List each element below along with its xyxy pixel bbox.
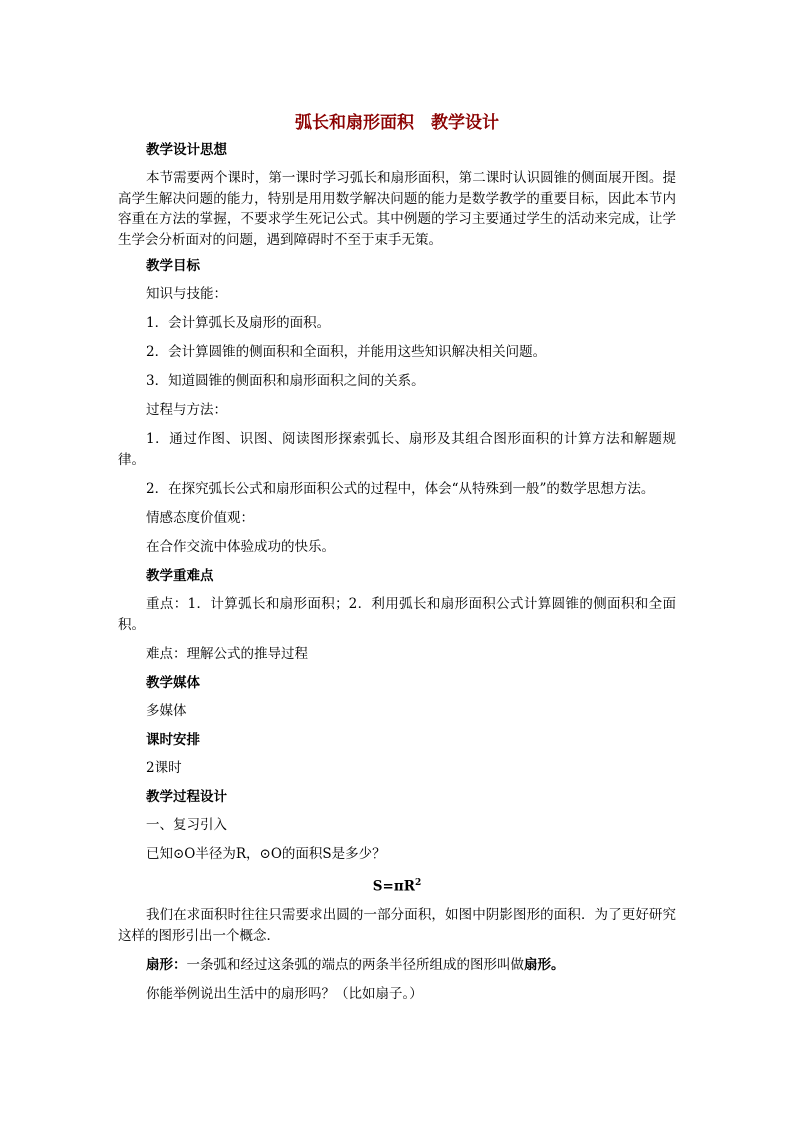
design-idea-paragraph: 本节需要两个课时，第一课时学习弧长和扇形面积，第二课时认识圆锥的侧面展开图。提高学生解决问题的能力，特别是用用数学解决问题的能力是数学教学的重要目标，因此本节内容重在方法的掌握，不要求学生死记公式。其中例题的学习主要通过学生的活动来完成，让学生学会分析面对的问题，遇到障碍时不至于束手无策。 — [118, 170, 676, 248]
difficulty-point: 难点：理解公式的推导过程 — [146, 646, 308, 662]
heading-goals: 教学目标 — [146, 258, 200, 274]
knowledge-item-2: 2．会计算圆锥的侧面积和全面积，并能用这些知识解决相关问题。 — [146, 344, 547, 360]
definition-term-end: 扇形。 — [524, 956, 565, 973]
knowledge-item-1: 1．会计算弧长及扇形的面积。 — [146, 315, 331, 331]
definition-body: 一条弧和经过这条弧的端点的两条半径所组成的图形叫做 — [186, 956, 524, 973]
schedule-text: 2课时 — [146, 760, 182, 776]
explanation-paragraph: 我们在求面积时往往只需要求出圆的一部分面积，如图中阴影图形的面积．为了更好研究这样的图形引出一个概念． — [118, 906, 676, 944]
definition-term: 扇形： — [146, 956, 187, 973]
heading-keypoints: 教学重难点 — [146, 568, 214, 584]
heading-design-idea: 教学设计思想 — [146, 142, 227, 158]
process-item-2: 2．在探究弧长公式和扇形面积公式的过程中，体会“从特殊到一般”的数学思想方法。 — [146, 481, 655, 497]
circle-area-question: 已知⊙O半径为R，⊙O的面积S是多少？ — [146, 846, 386, 862]
document-title: 弧长和扇形面积 教学设计 — [295, 113, 499, 133]
knowledge-label: 知识与技能： — [146, 286, 227, 302]
heading-process: 教学过程设计 — [146, 789, 227, 805]
process-item-1: 1．通过作图、识图、阅读图形探索弧长、扇形及其组合图形面积的计算方法和解题规律。 — [118, 431, 676, 468]
example-question: 你能举例说出生活中的扇形吗？（比如扇子。） — [146, 985, 423, 1002]
heading-schedule: 课时安排 — [146, 732, 200, 748]
step-review-intro: 一、复习引入 — [146, 817, 227, 833]
emotion-label: 情感态度价值观： — [146, 510, 254, 526]
document-body — [118, 140, 676, 1013]
formula-exponent: 2 — [414, 878, 422, 888]
emotion-text: 在合作交流中体验成功的快乐。 — [146, 539, 335, 555]
heading-media: 教学媒体 — [146, 675, 200, 691]
knowledge-item-3: 3．知道圆锥的侧面积和扇形面积之间的关系。 — [146, 373, 425, 389]
formula-base: S=πR — [372, 878, 415, 895]
circle-area-formula — [118, 873, 676, 897]
sector-definition — [118, 955, 676, 976]
media-text: 多媒体 — [146, 703, 187, 719]
process-label: 过程与方法： — [146, 402, 227, 418]
key-point: 重点：1．计算弧长和扇形面积；2．利用弧长和扇形面积公式计算圆锥的侧面积和全面积。 — [118, 596, 676, 633]
